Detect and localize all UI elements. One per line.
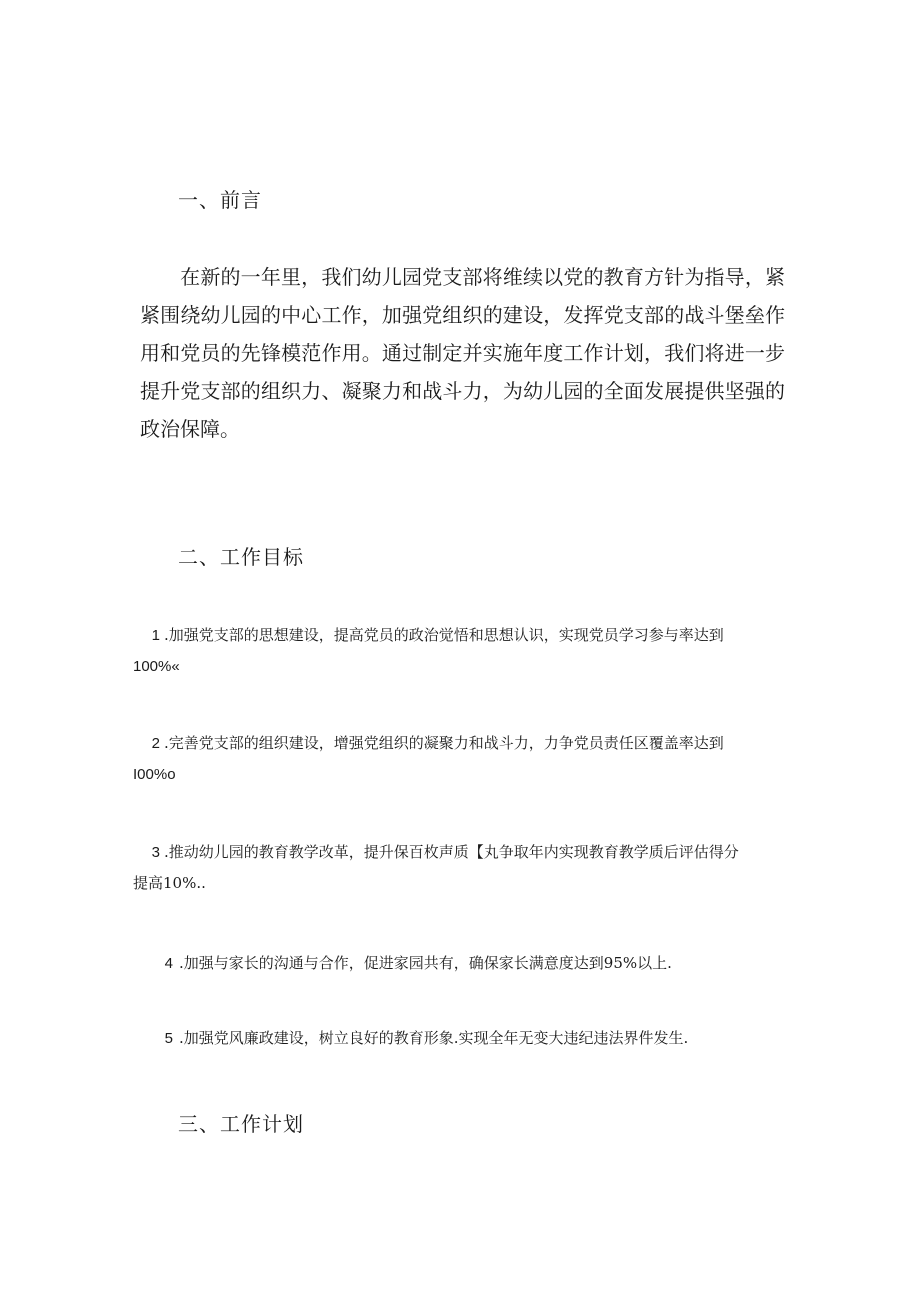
goal-item-text: .加强与家长的沟通与合作，促进家园共有，确保家长满意度达到95%以上.	[179, 954, 672, 972]
goal-item-number: 4	[164, 955, 173, 972]
goal-item-4	[133, 948, 783, 979]
goal-item-continuation: 提高10%..	[133, 874, 206, 892]
preface-paragraph	[140, 258, 785, 448]
goal-item-number: 1	[151, 627, 160, 644]
section-heading-preface: 一、前言	[178, 188, 262, 212]
goal-item-number: 3	[151, 844, 160, 861]
section-heading-goals: 二、工作目标	[178, 545, 304, 569]
goal-item-2	[133, 728, 783, 790]
goal-item-number: 2	[151, 735, 160, 752]
goal-item-text: .加强党风廉政建设，树立良好的教育形象.实现全年无变大违纪违法界件发生.	[179, 1029, 689, 1047]
goal-item-1	[133, 620, 783, 682]
goal-item-continuation: I00%o	[133, 766, 176, 783]
goal-item-text: .完善党支部的组织建设，增强党组织的凝聚力和战斗力，力争党员责任区覆盖率达到	[164, 734, 724, 752]
section-heading-plan: 三、工作计划	[178, 1112, 304, 1136]
preface-body-text: 在新的一年里，我们幼儿园党支部将维续以党的教育方针为指导，紧紧围绕幼儿园的中心工作，加强党组织的建设，发挥党支部的战斗堡垒作用和党员的先锋模范作用。通过制定并实施年度工作计划，我们将进一步提升党支部的组织力、凝聚力和战斗力，为幼儿园的全面发展提供坚强的政治保障。	[140, 265, 785, 441]
goal-item-3	[133, 837, 783, 898]
goal-item-number: 5	[164, 1030, 173, 1047]
goal-item-5	[133, 1023, 783, 1054]
goal-item-text: .推动幼儿园的教育教学改革，提升保百枚声质【丸争取年内实现教育教学质后评估得分	[164, 843, 739, 861]
goal-item-continuation: 100%«	[133, 658, 180, 675]
goal-item-text: .加强党支部的思想建设，提高党员的政治觉悟和思想认识，实现党员学习参与率达到	[164, 626, 724, 644]
